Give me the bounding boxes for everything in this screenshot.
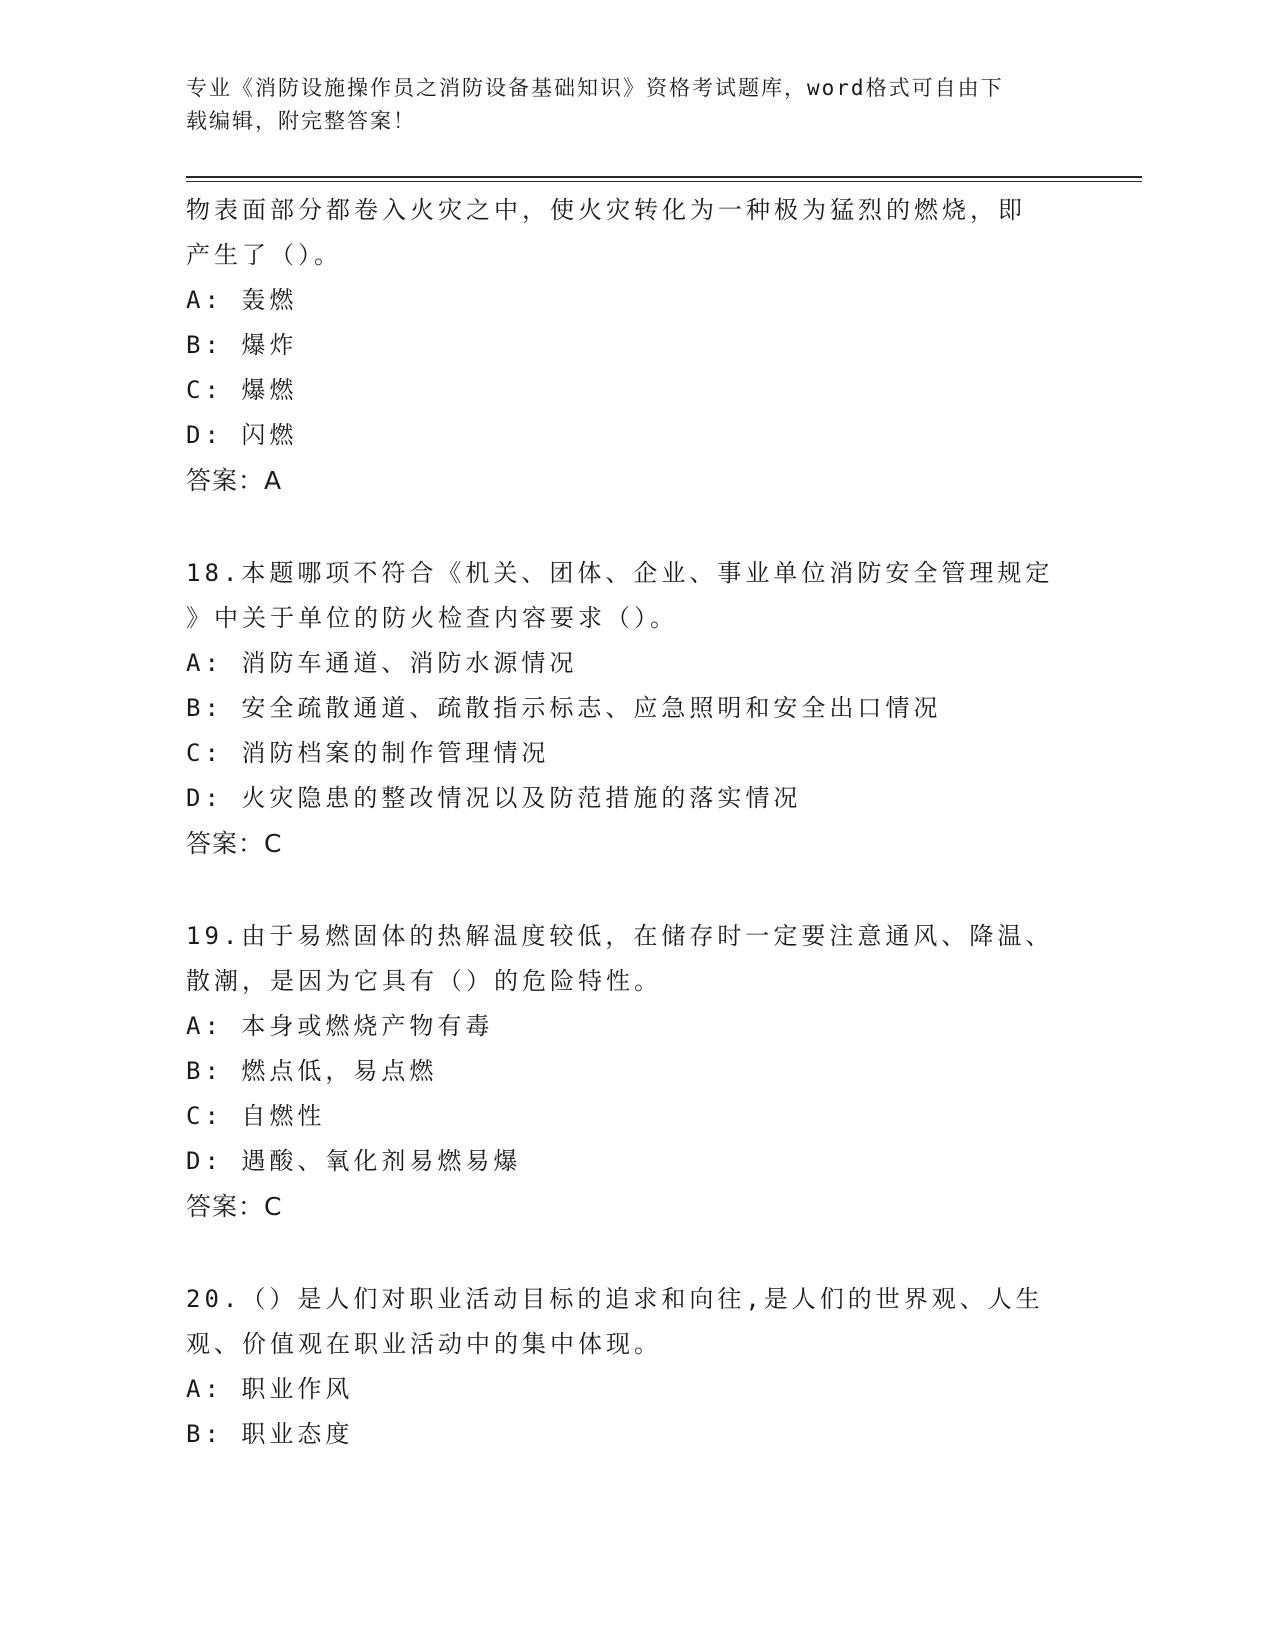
question-text-line: 产生了（）。 — [186, 241, 342, 269]
question-text-line: 散潮，是因为它具有（）的危险特性。 — [186, 967, 662, 995]
header-divider-thin — [186, 181, 1142, 182]
answer-line: 答案：C — [186, 829, 283, 858]
option-d: D: 遇酸、氧化剂易燃易爆 — [186, 1147, 522, 1175]
option-d: D: 闪燃 — [186, 421, 298, 449]
question-text-line: 19.由于易燃固体的热解温度较低，在储存时一定要注意通风、降温、 — [186, 922, 1054, 950]
option-a: A: 职业作风 — [186, 1375, 354, 1403]
option-c: C: 消防档案的制作管理情况 — [186, 739, 550, 767]
option-b: B: 职业态度 — [186, 1420, 354, 1448]
question-block-19 — [186, 914, 1086, 1229]
header-divider-thick — [186, 176, 1142, 178]
option-b: B: 爆炸 — [186, 331, 298, 359]
question-text-line: 》中关于单位的防火检查内容要求（）。 — [186, 604, 678, 632]
option-a: A: 消防车通道、消防水源情况 — [186, 649, 578, 677]
question-block-18 — [186, 551, 1086, 866]
question-block-continued — [186, 188, 1086, 503]
spacer — [186, 866, 1086, 914]
option-b: B: 燃点低，易点燃 — [186, 1057, 438, 1085]
question-text-line: 20.（）是人们对职业活动目标的追求和向往,是人们的世界观、人生 — [186, 1285, 1044, 1313]
option-c: C: 爆燃 — [186, 376, 298, 404]
question-block-20 — [186, 1277, 1086, 1457]
answer-line: 答案：A — [186, 466, 283, 495]
question-text-line: 物表面部分都卷入火灾之中，使火灾转化为一种极为猛烈的燃烧，即 — [186, 196, 1026, 224]
header-line-2: 载编辑，附完整答案！ — [186, 109, 416, 133]
option-b: B: 安全疏散通道、疏散指示标志、应急照明和安全出口情况 — [186, 694, 942, 722]
header-line-1: 专业《消防设施操作员之消防设备基础知识》资格考试题库，word格式可自由下 — [186, 76, 1004, 100]
question-list — [186, 188, 1086, 1457]
option-d: D: 火灾隐患的整改情况以及防范措施的落实情况 — [186, 784, 802, 812]
spacer — [186, 503, 1086, 551]
option-a: A: 本身或燃烧产物有毒 — [186, 1012, 494, 1040]
answer-line: 答案：C — [186, 1192, 283, 1221]
option-a: A: 轰燃 — [186, 286, 298, 314]
spacer — [186, 1229, 1086, 1277]
question-text-line: 18.本题哪项不符合《机关、团体、企业、事业单位消防安全管理规定 — [186, 559, 1054, 587]
page-header — [186, 72, 1066, 138]
question-text-line: 观、价值观在职业活动中的集中体现。 — [186, 1330, 662, 1358]
option-c: C: 自燃性 — [186, 1102, 326, 1130]
